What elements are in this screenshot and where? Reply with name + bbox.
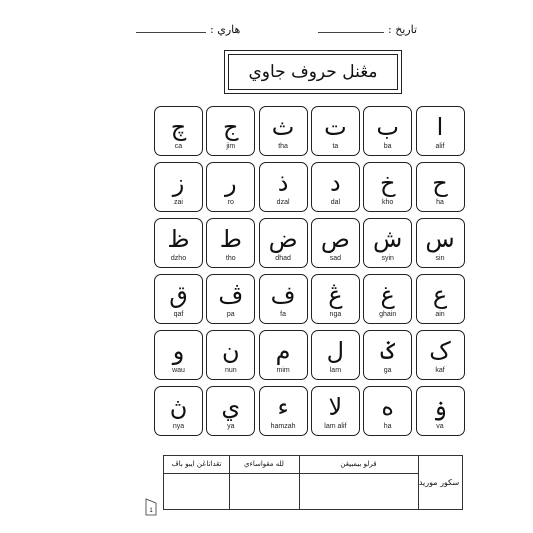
letter-card: [259, 330, 308, 380]
letter-card: [154, 330, 203, 380]
letter-card: [154, 106, 203, 156]
letter-name: nun: [224, 367, 237, 374]
letter-name: ha: [383, 423, 392, 430]
letter-card: [154, 162, 203, 212]
letter-name: tho: [225, 255, 236, 262]
jawi-letter: ق: [169, 281, 188, 309]
date-label: تاريخ :: [388, 23, 418, 36]
letter-name: zai: [174, 199, 183, 206]
jawi-letter: د: [330, 169, 341, 197]
letter-card: [206, 106, 255, 156]
letter-card: [311, 162, 360, 212]
letter-card: [311, 106, 360, 156]
jawi-letter: ݢ: [380, 337, 395, 365]
letter-card: [311, 274, 360, 324]
letter-name: dzal: [276, 199, 290, 206]
score-header-mastered: لله مڠواساءي: [244, 460, 284, 468]
letter-name: ta: [332, 143, 339, 150]
jawi-letter: س: [425, 225, 455, 253]
letter-card: [363, 218, 412, 268]
jawi-letter: ج: [223, 113, 239, 141]
score-header-parent-signature: تڠداتاڠن ايبو باڤ: [171, 460, 222, 468]
letter-name: syin: [381, 255, 394, 262]
letter-card: [206, 274, 255, 324]
worksheet-page: [48, 0, 485, 533]
letter-name: alif: [435, 143, 445, 150]
letter-card: [416, 106, 465, 156]
letter-name: ghain: [379, 311, 397, 318]
letter-name: pa: [226, 311, 235, 318]
letter-name: sin: [435, 255, 445, 262]
letter-name: ain: [435, 311, 445, 318]
jawi-letter: ذ: [277, 169, 289, 197]
jawi-letter: ث: [271, 113, 295, 141]
letter-name: ro: [227, 199, 234, 206]
date-field: [318, 20, 417, 36]
letter-name: kaf: [435, 367, 445, 374]
letter-card: [154, 218, 203, 268]
jawi-letter: ط: [219, 225, 242, 253]
letter-card: [259, 106, 308, 156]
score-header-guidance: قرلو بيمبيڠن: [340, 460, 377, 468]
letter-name: dzho: [170, 255, 187, 262]
letter-card: [206, 330, 255, 380]
page-number: 1: [149, 508, 153, 514]
jawi-letter: ض: [268, 225, 298, 253]
letter-card: [311, 218, 360, 268]
letter-card: [416, 274, 465, 324]
jawi-letter: ت: [324, 113, 347, 141]
day-label: هاري :: [210, 23, 241, 36]
letter-card: [363, 386, 412, 436]
jawi-letter: ا: [436, 113, 444, 141]
letter-card: [154, 274, 203, 324]
letter-name: ba: [383, 143, 392, 150]
letter-name: ha: [436, 199, 444, 206]
jawi-letter: ڤ: [218, 281, 244, 309]
letter-card: [259, 274, 308, 324]
score-header-divider: [164, 473, 418, 474]
jawi-letter: ب: [376, 113, 399, 141]
jawi-letter: ۏ: [432, 393, 448, 421]
jawi-letter: چ: [170, 113, 187, 141]
jawi-letter: ظ: [167, 225, 190, 253]
letter-name: nya: [172, 423, 185, 430]
letter-name: qaf: [173, 311, 184, 318]
letter-name: lam alif: [324, 423, 347, 430]
letter-name: fa: [280, 311, 287, 318]
letter-card: [206, 218, 255, 268]
letter-card: [206, 386, 255, 436]
jawi-letter: م: [275, 337, 291, 365]
letter-name: nga: [329, 311, 342, 318]
letter-card: [363, 106, 412, 156]
jawi-letter: ر: [225, 169, 237, 197]
score-table: [163, 455, 463, 510]
letter-name: tha: [278, 143, 288, 150]
jawi-letter: ن: [221, 337, 240, 365]
letter-name: ya: [227, 423, 235, 430]
letter-card: [259, 218, 308, 268]
letter-name: dal: [330, 199, 341, 206]
letter-name: lam: [329, 367, 342, 374]
jawi-letter: ي: [221, 393, 241, 421]
letter-card: [363, 274, 412, 324]
jawi-letter: ک: [429, 337, 451, 365]
jawi-letter: ش: [373, 225, 403, 253]
letter-name: ca: [174, 143, 183, 150]
letter-name: wau: [172, 367, 185, 374]
title-inner-frame: [228, 54, 398, 90]
letter-name: sad: [329, 255, 342, 262]
letter-card: [206, 162, 255, 212]
letter-card: [363, 330, 412, 380]
letter-name: va: [436, 423, 444, 430]
jawi-letter: ح: [432, 169, 448, 197]
day-field: [136, 20, 240, 36]
letter-name: hamzah: [270, 423, 296, 430]
letter-card: [416, 330, 465, 380]
jawi-letter: ڽ: [169, 393, 188, 421]
jawi-letter: ه: [381, 393, 394, 421]
title-frame: [224, 50, 402, 94]
letter-card: [259, 162, 308, 212]
letter-card: [259, 386, 308, 436]
jawi-letter: ء: [277, 393, 289, 421]
jawi-letter: ز: [172, 169, 185, 197]
day-line: [136, 32, 206, 33]
letter-name: mim: [276, 367, 290, 374]
jawi-letter: و: [172, 337, 185, 365]
jawi-letter: لا: [328, 393, 343, 421]
letter-card: [311, 386, 360, 436]
letter-card: [363, 162, 412, 212]
letter-card: [154, 386, 203, 436]
jawi-letter: ف: [270, 281, 296, 309]
letter-card: [416, 162, 465, 212]
page-number-tag: [145, 498, 157, 516]
letter-name: jim: [226, 143, 236, 150]
jawi-letter: ع: [432, 281, 448, 309]
jawi-letter: خ: [379, 169, 396, 197]
jawi-letter: ص: [320, 225, 350, 253]
page-title: مڠنل حروف جاوي: [248, 62, 378, 82]
jawi-letter: ل: [326, 337, 345, 365]
jawi-letter: غ: [380, 281, 395, 309]
letter-name: kho: [382, 199, 394, 206]
letter-name: ga: [383, 367, 392, 374]
letter-card: [416, 386, 465, 436]
letter-name: dhad: [275, 255, 291, 262]
score-side-label: سکور موريد: [418, 478, 460, 487]
date-line: [318, 32, 384, 33]
letter-card: [311, 330, 360, 380]
jawi-letter: ڠ: [328, 281, 343, 309]
letter-card: [416, 218, 465, 268]
